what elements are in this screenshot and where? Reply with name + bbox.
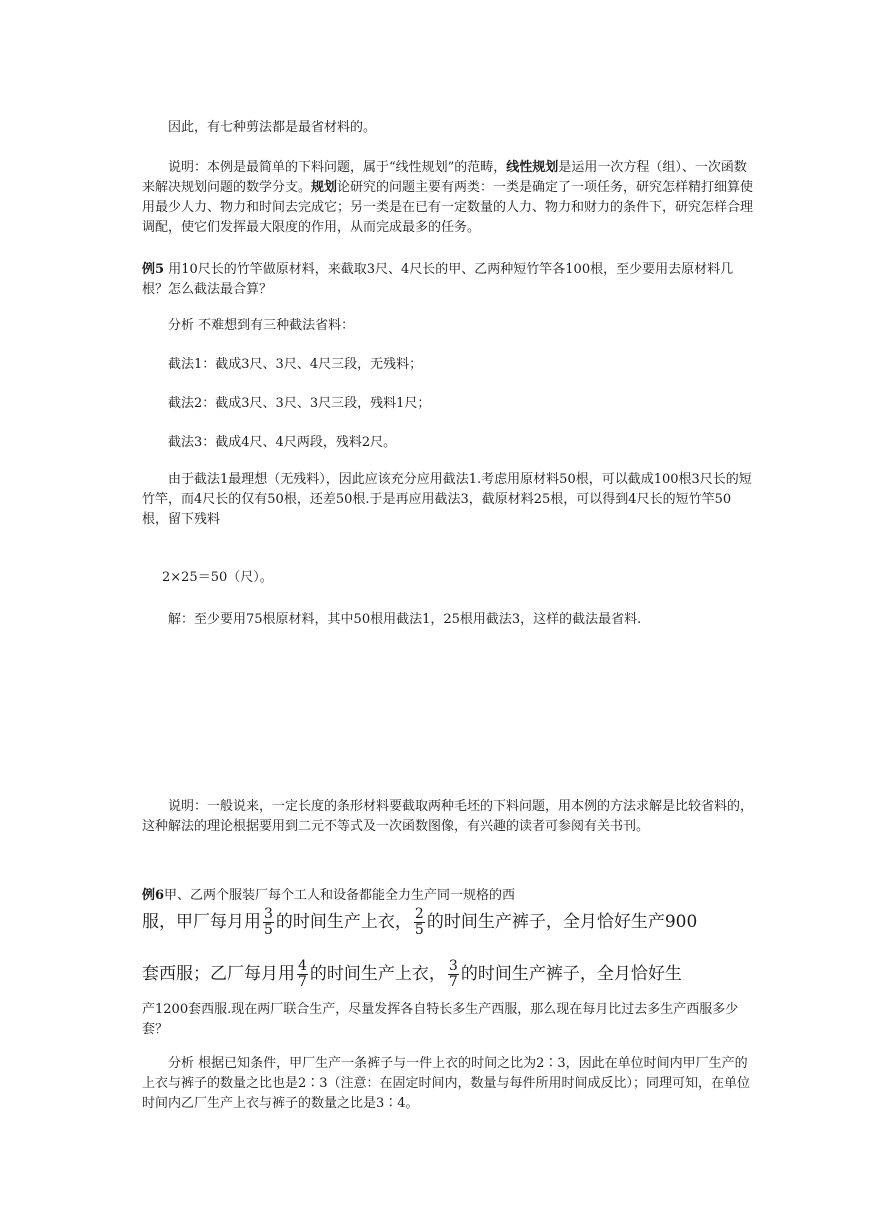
note-paragraph-2: 说明：一般说来，一定长度的条形材料要截取两种毛坯的下料问题，用本例的方法求解是比较省料的，这种解法的理论根据要用到二元不等式及一次函数图像，有兴趣的读者可参阅有关书刊。 bbox=[142, 799, 754, 834]
example5-analysis: 分析 不难想到有三种截法省料： bbox=[168, 318, 355, 333]
example6-line4: 产1200套西服.现在两厂联合生产，尽量发挥各自特长多生产西服，那么现在每月比过去多生产西服多少套？ bbox=[142, 1002, 739, 1037]
line2-text-a: 服，甲厂每月用 bbox=[142, 912, 261, 932]
line3-text-c: 的时间生产裤子，全月恰好生 bbox=[460, 964, 682, 984]
example6-line3 bbox=[142, 956, 772, 992]
example5-text: 用10尺长的竹竿做原材料，来截取3尺、4尺长的甲、乙两种短竹竿各100根，至少要用去原材料几根？怎么截法最合算？ bbox=[142, 262, 734, 297]
fraction-numerator: 2 bbox=[414, 906, 424, 922]
fraction-4-7 bbox=[297, 959, 308, 990]
fraction-numerator: 3 bbox=[448, 958, 458, 974]
fraction-denominator: 5 bbox=[264, 922, 273, 938]
example5-reasoning: 由于截法1最理想（无残料），因此应该充分应用截法1.考虑用原材料50根，可以截成100根3尺长的短竹竿，而4尺长的仅有50根，还差50根.于是再应用截法3，截原材料25根，可以得到4尺长的短竹竿50根，留下残料 bbox=[142, 472, 752, 527]
method-3: 截法3：截成4尺、4尺两段，残料2尺。 bbox=[168, 435, 397, 450]
method-1: 截法1：截成3尺、3尺、4尺三段，无残料； bbox=[168, 357, 423, 372]
note-paragraph-1 bbox=[142, 158, 754, 238]
line2-text-c: 的时间生产裤子，全月恰好生产900 bbox=[426, 912, 698, 932]
fraction-numerator: 4 bbox=[298, 958, 307, 974]
fraction-3-5 bbox=[263, 907, 274, 938]
line2-text-b: 的时间生产上衣， bbox=[275, 912, 412, 932]
conclusion-paragraph: 因此，有七种剪法都是最省材料的。 bbox=[168, 120, 377, 135]
line3-text-b: 的时间生产上衣， bbox=[309, 964, 446, 984]
fraction-denominator: 7 bbox=[448, 974, 458, 990]
fraction-numerator: 3 bbox=[264, 906, 273, 922]
term-linear-programming: 线性规划 bbox=[506, 160, 559, 175]
term-planning: 规划 bbox=[311, 180, 338, 195]
example5-formula: 2×25＝50（尺）。 bbox=[162, 570, 273, 585]
method-2: 截法2：截成3尺、3尺、3尺三段，残料1尺； bbox=[168, 396, 431, 411]
fraction-denominator: 5 bbox=[414, 922, 424, 938]
example6-label: 例6 bbox=[142, 888, 165, 903]
note1-suffix: 论研究的问题主要有两类：一类是确定了一项任务，研究怎样精打细算使用最少人力、物力和时间去完成它；另一类是在已有一定数量的人力、物力和财力的条件下，研究怎样合理调配，使它们发挥最大限度的作用，从而完成最多的任务。 bbox=[142, 180, 754, 235]
example5-question bbox=[142, 260, 754, 300]
example6-line1-text: 甲、乙两个服装厂每个工人和设备都能全力生产同一规格的西 bbox=[164, 888, 516, 903]
fraction-2-5 bbox=[414, 907, 425, 938]
line3-text-a: 套西服；乙厂每月用 bbox=[142, 964, 295, 984]
note1-prefix: 说明：本例是最简单的下料问题，属于“线性规划”的范畴， bbox=[168, 160, 507, 175]
example5-label: 例5 bbox=[142, 262, 165, 277]
fraction-3-7 bbox=[448, 959, 459, 990]
example5-solution: 解：至少要用75根原材料，其中50根用截法1，25根用截法3，这样的截法最省料. bbox=[168, 612, 642, 627]
fraction-denominator: 7 bbox=[298, 974, 307, 990]
example6-line1 bbox=[142, 886, 754, 906]
example6-line2 bbox=[142, 904, 772, 940]
example6-analysis: 分析 根据已知条件，甲厂生产一条裤子与一件上衣的时间之比为2∶3，因此在单位时间内甲厂生产的上衣与裤子的数量之比也是2∶3（注意：在固定时间内，数量与每件所用时间成反比）；同理可知，在单位时间内乙厂生产上衣与裤子的数量之比是3∶4。 bbox=[142, 1056, 751, 1111]
note1-middle: 是运用一次方程（组）、一次函数来解决规划问题的数学分支。 bbox=[142, 160, 747, 195]
